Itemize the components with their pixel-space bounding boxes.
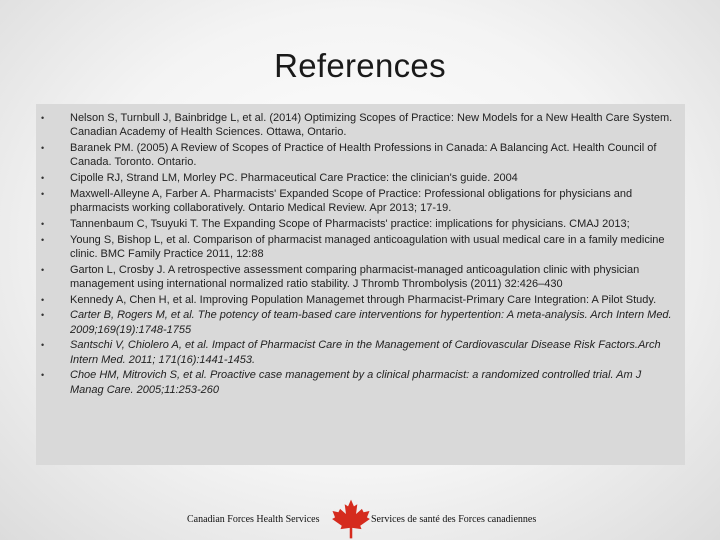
reference-text: Nelson S, Turnbull J, Bainbridge L, et al. (2014) Optimizing Scopes of Practice: New Models for a New Health Care System. Canadian Academy of Health Sciences. Ottawa, Ontario. [70, 112, 673, 139]
reference-text: Baranek PM. (2005) A Review of Scopes of Practice of Health Professions in Canada: A Balancing Act. Health Council of Canada. Toronto. Ontario. [70, 142, 657, 169]
bullet-icon: • [41, 188, 45, 199]
references-panel [36, 104, 685, 465]
reference-item [36, 368, 675, 396]
bullet-icon: • [41, 218, 45, 229]
references-list [36, 104, 685, 397]
bullet-icon: • [41, 294, 45, 305]
bullet-icon: • [41, 370, 45, 381]
bullet-icon: • [41, 173, 45, 183]
reference-item [36, 338, 675, 366]
reference-item [36, 263, 675, 291]
reference-text: Maxwell-Alleyne A, Farber A. Pharmacists' Expanded Scope of Practice: Professional obligations for physicians and pharmacists working collaboratively. Ontario Medical Review. Apr 2013; 17-19. [70, 187, 633, 214]
reference-item [36, 187, 675, 215]
reference-text: Carter B, Rogers M, et al. The potency of team-based care interventions for hypertention: A meta-analysis. Arch Intern Med. 2009;169(19):1748-1755 [70, 309, 672, 336]
reference-item [36, 111, 675, 139]
reference-item [36, 308, 675, 336]
reference-item [36, 293, 675, 307]
reference-text: Cipolle RJ, Strand LM, Morley PC. Pharmaceutical Care Practice: the clinician's guide. 2004 [70, 172, 518, 184]
reference-text: Santschi V, Chiolero A, et al. Impact of Pharmacist Care in the Management of Cardiovascular Disease Risk Factors.Arch Intern Med. 2011; 171(16):1441-1453. [70, 339, 661, 366]
bullet-icon: • [41, 113, 45, 123]
reference-text: Tannenbaum C, Tsuyuki T. The Expanding Scope of Pharmacists' practice: implications for physicians. CMAJ 2013; [70, 217, 630, 230]
page-title: References [274, 47, 446, 84]
bullet-icon: • [41, 264, 45, 275]
reference-text: Choe HM, Mitrovich S, et al. Proactive case management by a clinical pharmacist: a randomized controlled trial. Am J Manag Care. 2005;11:253-260 [70, 369, 642, 396]
footer [0, 496, 720, 540]
reference-text: Kennedy A, Chen H, et al. Improving Population Managemet through Pharmacist-Primary Care Integration: A Pilot Study. [70, 293, 657, 306]
reference-item [36, 141, 675, 169]
bullet-icon: • [41, 143, 45, 153]
reference-text: Young S, Bishop L, et al. Comparison of pharmacist managed anticoagulation with usual medical care in a family medicine clinic. BMC Family Practice 2011, 12:88 [70, 233, 665, 260]
bullet-icon: • [41, 340, 45, 351]
maple-leaf-icon [330, 498, 372, 540]
reference-item [36, 233, 675, 261]
reference-text: Garton L, Crosby J. A retrospective assessment comparing pharmacist-managed anticoagulation clinic with physician management using international normalized ratio stability. J Thromb Thrombolysis (2011) 32:426–430 [70, 263, 640, 290]
footer-english-label: Canadian Forces Health Services [187, 514, 320, 525]
reference-item [36, 217, 675, 231]
bullet-icon: • [41, 310, 45, 321]
reference-item [36, 171, 675, 185]
footer-french-label: Services de santé des Forces canadiennes [371, 514, 537, 525]
bullet-icon: • [41, 234, 45, 245]
